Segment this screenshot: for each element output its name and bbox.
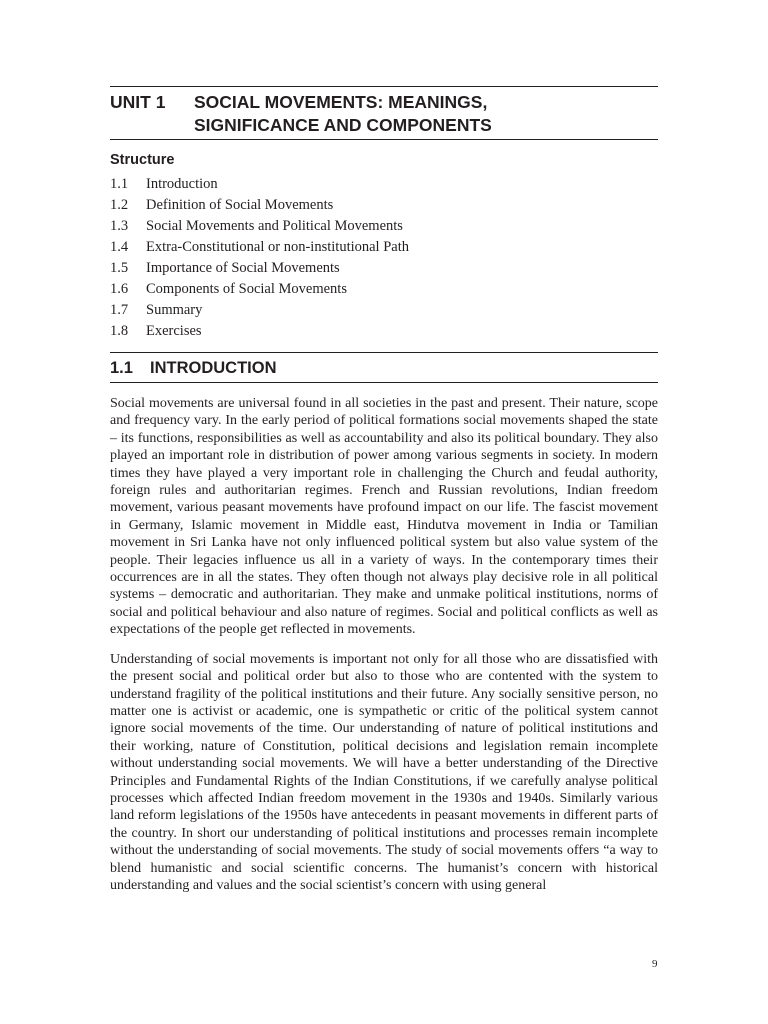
unit-title-line-1: SOCIAL MOVEMENTS: MEANINGS, xyxy=(194,92,488,112)
toc-item xyxy=(110,216,658,237)
toc-item-number: 1.5 xyxy=(110,260,129,276)
unit-title-line-2: SIGNIFICANCE AND COMPONENTS xyxy=(194,115,492,135)
section-number: 1.1 xyxy=(110,359,133,377)
toc-item xyxy=(110,195,658,216)
toc-item-number: 1.2 xyxy=(110,197,129,213)
body-paragraph-1: Social movements are universal found in all societies in the past and present. Their nature, scope and frequency vary. In the early period of political formations social movements shaped the state – its functions, responsibilities as well as accountability and also its political boundary. They also played an important role in distribution of power among various segments in society. In modern times they have played a very important role in challenging the Church and feudal authority, foreign rules and authoritarian regimes. French and Russian revolutions, Indian freedom movement, various peasant movements have profound impact on our life. The fascist movement in Germany, Islamic movement in Middle east, Hindutva movement in India or Tamilian movement in Sri Lanka have not only influenced political system but also value system of the people. Their legacies influence us all in a variety of ways. In the contemporary times their occurrences are in all the states. They often though not always play decisive role in all political systems – democratic and authoritarian. They make and unmake political institutions, norms of social and political behaviour and also nature of regimes. Social and political conflicts as well as expectations of the people get reflected in movements. xyxy=(110,396,658,638)
unit-label: UNIT 1 xyxy=(110,92,166,112)
body-paragraph-2: Understanding of social movements is important not only for all those who are dissatisfied with the present social and political order but also to those who are contented with the system to understand fragility of the political institutions and their future. Any socially sensitive person, no matter one is activist or academic, one is sympathetic or critic of the political system cannot ignore social movements of the time. Our understanding of nature of political institutions and their working, nature of Constitution, political decisions and legislation remain incomplete without understanding social movements. We will have a better understanding of the Directive Principles and Fundamental Rights of the Indian Constitutions, if we carefully analyse political processes which affected Indian freedom movement in the 1930s and 1940s. Similarly various land reform legislations of the 1950s have antecedents in peasant movements in different parts of the country. In short our understanding of political institutions and processes remain incomplete without the understanding of social movements. The study of social movements offers “a way to blend humanistic and social scientific concerns. The humanist’s concern with historical understanding and values and the social scientist’s concern with using general xyxy=(110,651,658,893)
toc-item-label: Social Movements and Political Movements xyxy=(146,218,403,234)
toc-item xyxy=(110,300,658,321)
unit-heading-rule xyxy=(110,139,658,140)
toc-item-label: Importance of Social Movements xyxy=(146,260,340,276)
toc-item-number: 1.7 xyxy=(110,302,129,318)
section-title: INTRODUCTION xyxy=(150,359,277,377)
toc-item-label: Components of Social Movements xyxy=(146,281,347,297)
toc-item-number: 1.8 xyxy=(110,323,129,339)
toc-item-number: 1.3 xyxy=(110,218,129,234)
page-number: 9 xyxy=(652,958,658,970)
section-heading xyxy=(110,353,658,382)
toc-item xyxy=(110,279,658,300)
unit-heading xyxy=(110,87,658,139)
introduction-section xyxy=(110,352,658,894)
toc-item-number: 1.6 xyxy=(110,281,129,297)
toc-item xyxy=(110,321,658,342)
toc-item-number: 1.1 xyxy=(110,176,129,192)
toc-item-label: Introduction xyxy=(146,176,218,192)
document-page xyxy=(110,86,658,894)
toc-item xyxy=(110,237,658,258)
toc-item-label: Extra-Constitutional or non-institutional Path xyxy=(146,239,409,255)
unit-title xyxy=(194,91,658,137)
toc-item-label: Definition of Social Movements xyxy=(146,197,334,213)
toc-item xyxy=(110,258,658,279)
toc-item-label: Summary xyxy=(146,302,203,318)
section-bottom-rule xyxy=(110,382,658,383)
structure-list xyxy=(110,174,658,342)
structure-heading: Structure xyxy=(110,152,175,168)
toc-item xyxy=(110,174,658,195)
toc-item-label: Exercises xyxy=(146,323,202,339)
toc-item-number: 1.4 xyxy=(110,239,129,255)
